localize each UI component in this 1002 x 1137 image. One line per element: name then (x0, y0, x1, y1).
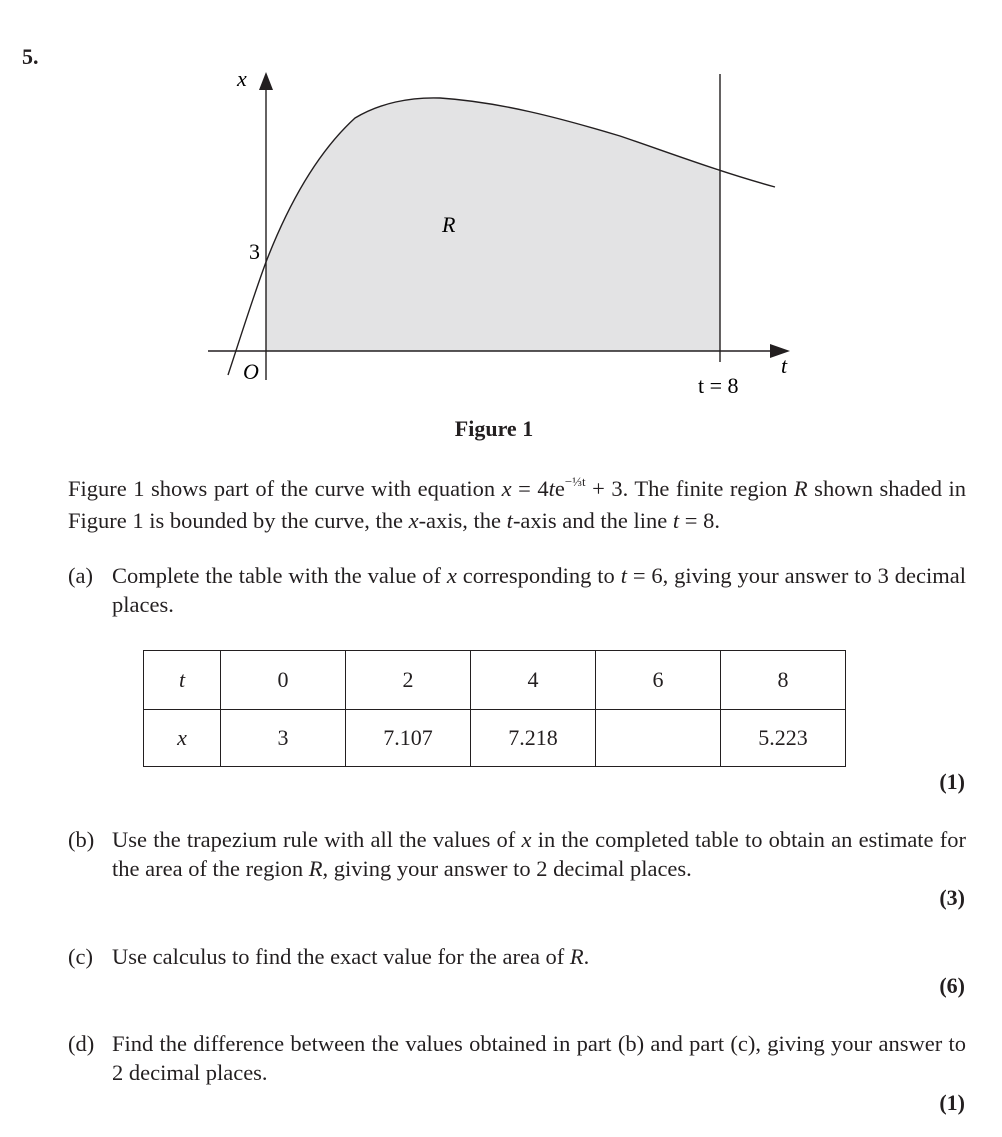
part-c (68, 942, 966, 972)
part-d-text: Find the difference between the values obtained in part (b) and part (c), giving your answer to 2 decimal places. (112, 1031, 966, 1085)
line-label: t = 8 (698, 373, 739, 398)
part-b-marks: (3) (939, 885, 965, 910)
part-d (68, 1029, 966, 1089)
origin-label: O (243, 359, 259, 384)
table-cell: 4 (471, 651, 596, 710)
figure-1 (0, 0, 1002, 460)
part-a-label: (a) (68, 563, 93, 588)
intro-paragraph: Figure 1 shows part of the curve with equation $x = 4te^{-\frac{1}{3}t} + 3$. The finite region R shown shaded in Figure 1 is bounded by the curve, the x-axis, the t-axis and the line t = 8. (68, 474, 966, 533)
table-cell-blank[interactable] (596, 710, 721, 767)
part-d-label: (d) (68, 1031, 95, 1056)
part-b-text: Use the trapezium rule with all the values of x in the completed table to obtain an estimate for the area of the region R, giving your answer to 2 decimal places. (112, 827, 966, 881)
table-cell: 6 (596, 651, 721, 710)
table-cell: 7.107 (346, 710, 471, 767)
shaded-region-r (266, 98, 720, 351)
part-c-label: (c) (68, 944, 93, 969)
part-b (68, 825, 966, 885)
part-a-text: Complete the table with the value of x corresponding to t = 6, giving your answer to 3 decimal places. (112, 563, 967, 617)
table-header-t: t (144, 651, 221, 710)
question-number: 5. (22, 44, 39, 69)
x-axis-arrow (259, 72, 273, 90)
table-cell: 0 (221, 651, 346, 710)
table-header-x: x (144, 710, 221, 767)
axis-t-label: t (781, 353, 788, 378)
part-c-text: Use calculus to find the exact value for the area of R. (112, 944, 590, 969)
curve-equation: $x = 4te^{-\frac{1}{3}t} + 3$. (501, 474, 629, 501)
figure-caption: Figure 1 (454, 416, 534, 441)
part-b-label: (b) (68, 827, 95, 852)
values-table (143, 650, 846, 767)
table-row-t (144, 651, 846, 710)
part-d-marks: (1) (939, 1090, 965, 1115)
table-cell: 2 (346, 651, 471, 710)
part-a (68, 561, 966, 621)
part-a-marks: (1) (939, 769, 965, 794)
intercept-label: 3 (249, 239, 260, 264)
axis-x-label: x (237, 66, 247, 91)
region-label: R (442, 212, 456, 237)
table-row-x (144, 710, 846, 767)
table-cell: 7.218 (471, 710, 596, 767)
table-cell: 8 (721, 651, 846, 710)
table-cell: 3 (221, 710, 346, 767)
part-c-marks: (6) (939, 973, 965, 998)
table-cell: 5.223 (721, 710, 846, 767)
